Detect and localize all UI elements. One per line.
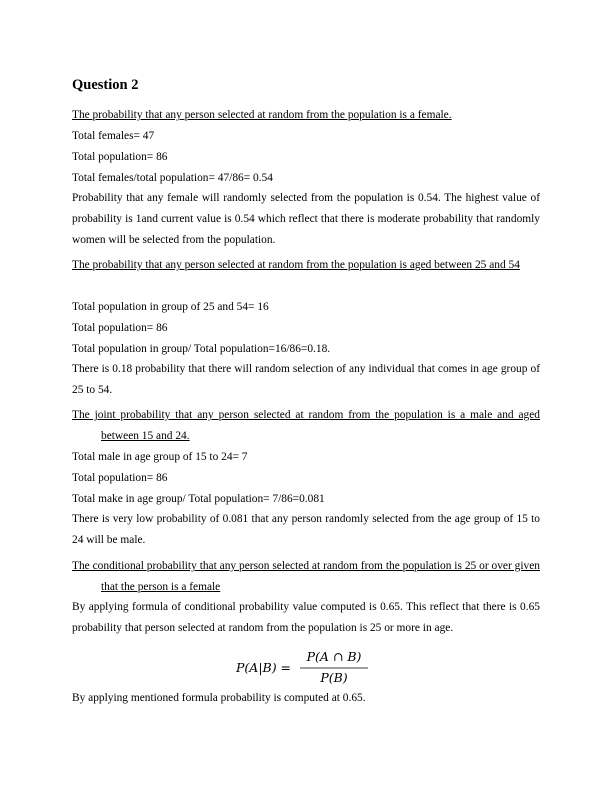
section-1-line-1: Total females= 47 (72, 130, 155, 142)
section-1-heading: The probability that any person selected at random from the population is a female. (72, 109, 452, 121)
section-2-line-2: Total population= 86 (72, 322, 168, 334)
section-3-line-2: Total population= 86 (72, 472, 168, 484)
section-3-line-3: Total make in age group/ Total population= 7/86=0.081 (72, 493, 325, 505)
formula-numerator: P(A ∩ B) (306, 649, 362, 664)
section-3-line-1: Total male in age group of 15 to 24= 7 (72, 451, 248, 463)
formula-graphic (236, 648, 376, 688)
section-4-paragraph: By applying formula of conditional probability value computed is 0.65. This reflect that there is 0.65 probability that person selected at random from the population is 25 or more in age. (72, 601, 540, 634)
section-4-heading: The conditional probability that any person selected at random from the population is 25 or over given that the person is a female (72, 560, 540, 593)
section-2-line-3: Total population in group/ Total population=16/86=0.18. (72, 343, 331, 355)
section-2-paragraph: There is 0.18 probability that there will random selection of any individual that comes in age group of 25 to 54. (72, 363, 540, 396)
section-2-line-1: Total population in group of 25 and 54= 16 (72, 301, 269, 313)
closing-line: By applying mentioned formula probability is computed at 0.65. (72, 692, 366, 704)
section-1-line-2: Total population= 86 (72, 151, 168, 163)
formula-lhs: P(A|B) = (236, 660, 292, 675)
section-1-line-3: Total females/total population= 47/86= 0.54 (72, 172, 273, 184)
section-2-heading: The probability that any person selected at random from the population is aged between 25 and 54 (72, 259, 520, 271)
question-title: Question 2 (72, 77, 139, 93)
section-3-paragraph: There is very low probability of 0.081 that any person randomly selected from the age group of 15 to 24 will be male. (72, 513, 540, 546)
conditional-probability-formula (72, 648, 540, 688)
section-1-paragraph: Probability that any female will randomly selected from the population is 0.54. The highest value of probability is 1and current value is 0.54 which reflect that there is moderate probability that randomly women will be selected from the population. (72, 192, 540, 246)
section-3-heading: The joint probability that any person selected at random from the population is a male and aged between 15 and 24. (72, 409, 540, 442)
formula-denominator: P(B) (320, 670, 348, 685)
